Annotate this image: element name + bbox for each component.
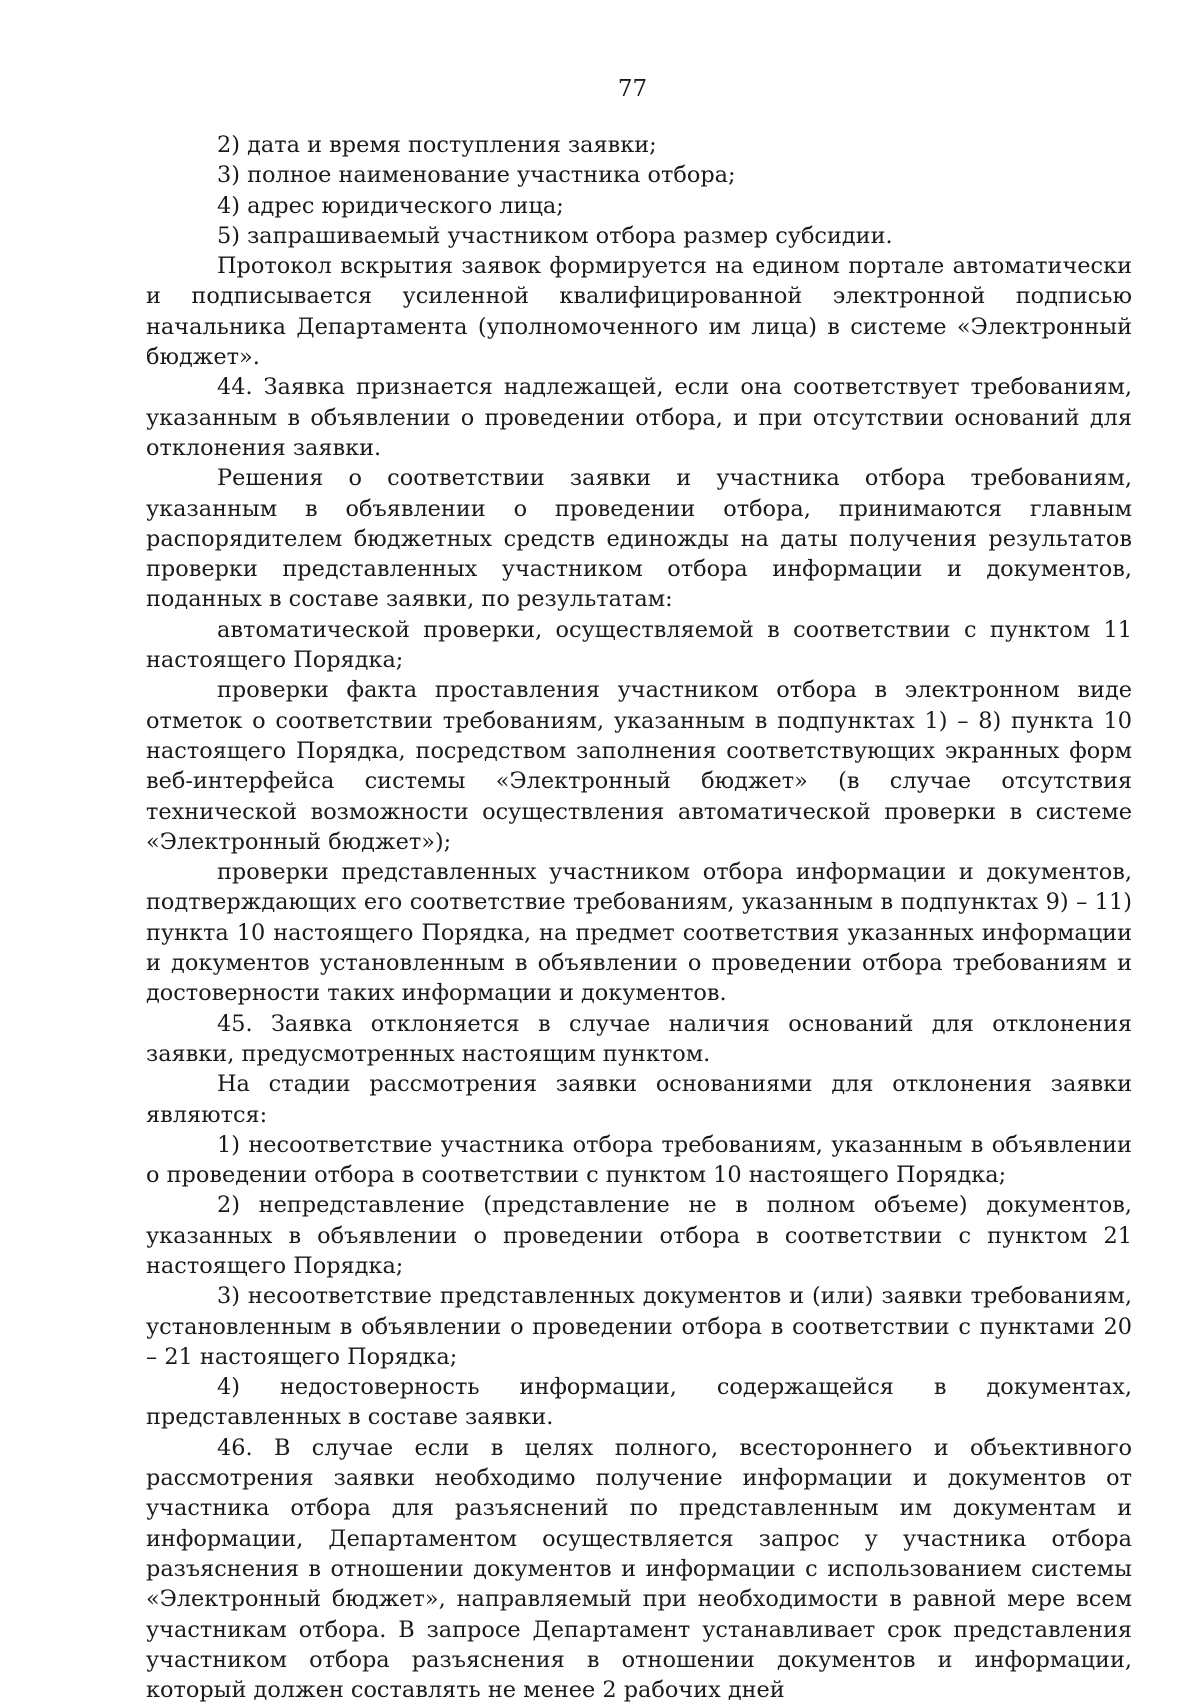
list-item-date-time: 2) дата и время поступления заявки; xyxy=(217,132,657,158)
paragraph-rejection-grounds: На стадии рассмотрения заявки основаниями для отклонения заявки являются: xyxy=(146,1071,1132,1128)
paragraph-marks-check: проверки факта проставления участником отбора в электронном виде отметок о соответствии требованиям, указанным в подпунктах 1) – 8) пункта 10 настоящего Порядка, посредством заполнения соответствующих экранных форм веб-интерфейса системы «Электронный бюджет» (в случае отсутствия технической возможности осуществления автоматической проверки в системе «Электронный бюджет»); xyxy=(146,677,1132,855)
page-number: 77 xyxy=(617,76,648,102)
list-item-ground-1: 1) несоответствие участника отбора требованиям, указанным в объявлении о проведении отбора в соответствии с пунктом 10 настоящего Порядка; xyxy=(146,1131,1132,1189)
document-body xyxy=(146,130,1132,1705)
list-item-full-name: 3) полное наименование участника отбора; xyxy=(217,162,736,189)
paragraph-clause-44: 44. Заявка признается надлежащей, если она соответствует требованиям, указанным в объявлении о проведении отбора, и при отсутствии оснований для отклонения заявки. xyxy=(146,374,1132,461)
list-item-ground-3: 3) несоответствие представленных документов и (или) заявки требованиям, установленным в объявлении о проведении отбора в соответствии с пунктами 20 – 21 настоящего Порядка; xyxy=(146,1283,1132,1370)
paragraph-protocol: Протокол вскрытия заявок формируется на едином портале автоматически и подписывается усиленной квалифицированной электронной подписью начальника Департамента (уполномоченного им лица) в системе «Электронный бюджет». xyxy=(146,253,1132,371)
list-item-ground-2: 2) непредставление (представление не в полном объеме) документов, указанных в объявлении о проведении отбора в соответствии с пунктом 21 настоящего Порядка; xyxy=(146,1192,1132,1279)
paragraph-automatic-check: автоматической проверки, осуществляемой в соответствии с пунктом 11 настоящего Порядка; xyxy=(146,616,1132,674)
list-item-legal-address: 4) адрес юридического лица; xyxy=(217,192,564,219)
list-item-ground-4: 4) недостоверность информации, содержащейся в документах, представленных в составе заявки. xyxy=(146,1374,1132,1431)
list-item-subsidy-amount: 5) запрашиваемый участником отбора размер субсидии. xyxy=(217,222,893,249)
paragraph-decisions: Решения о соответствии заявки и участника отбора требованиям, указанным в объявлении о проведении отбора, принимаются главным распорядителем бюджетных средств единожды на даты получения результатов проверки представленных участником отбора информации и документов, поданных в составе заявки, по результатам: xyxy=(146,465,1132,613)
paragraph-documents-check: проверки представленных участником отбора информации и документов, подтверждающих его соответствие требованиям, указанным в подпунктах 9) – 11) пункта 10 настоящего Порядка, на предмет соответствия указанных информации и документов установленным в объявлении о проведении отбора требованиям и достоверности таких информации и документов. xyxy=(146,859,1132,1007)
paragraph-clause-46: 46. В случае если в целях полного, всестороннего и объективного рассмотрения заявки необходимо получение информации и документов от участника отбора для разъяснений по представленным им документам и информации, Департаментом осуществляется запрос у участника отбора разъяснения в отношении документов и информации с использованием системы «Электронный бюджет», направляемый при необходимости в равной мере всем участникам отбора. В запросе Департамент устанавливает срок представления участником отбора разъяснения в отношении документов и информации, который должен составлять не менее 2 рабочих дней xyxy=(146,1434,1132,1704)
paragraph-clause-45: 45. Заявка отклоняется в случае наличия оснований для отклонения заявки, предусмотренных настоящим пунктом. xyxy=(146,1010,1132,1067)
